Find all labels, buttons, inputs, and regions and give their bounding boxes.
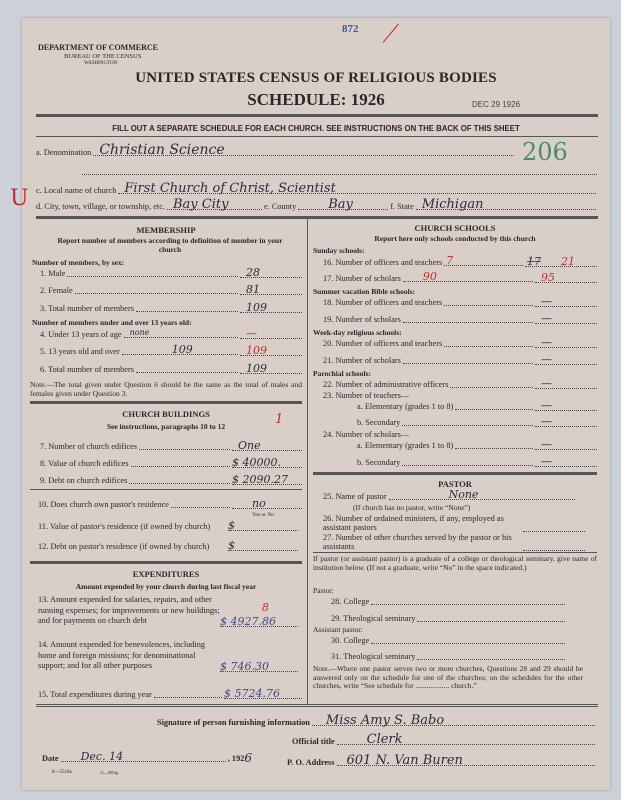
- state-value: Michigan: [421, 197, 484, 212]
- q24-label: 24. Number of scholars—: [323, 430, 410, 439]
- divider: [36, 136, 598, 137]
- q24a-value: —: [541, 438, 552, 451]
- benevolences-amount: $ 746.30: [220, 659, 269, 673]
- red-check-mark: [383, 24, 399, 43]
- total-expenditures-label: 15. Total expenditures during year: [38, 690, 152, 699]
- q25-hint: (If church has no pastor, write “None”): [353, 503, 471, 512]
- q30-label: 30. College: [331, 636, 370, 645]
- benevolences-label: 14. Amount expended for benevolences, including home and foreign missions; for denominational support; and for all other purposes: [38, 640, 206, 670]
- owns-residence-label: 10. Does church own pastor's residence: [38, 500, 169, 509]
- running-expenses-correction: 8: [262, 601, 269, 614]
- q17-value: 95: [541, 271, 555, 284]
- parochial-schools-label: Parochial schools:: [313, 369, 371, 378]
- over-13-value: 109: [246, 344, 267, 357]
- membership-note: Note.—The total given under Question 6 should be the same as the total of males and females given under Question 3.: [30, 380, 302, 398]
- female-label: 2. Female: [40, 286, 73, 295]
- q24b-value: —: [541, 455, 552, 468]
- q16-value: 21: [561, 255, 575, 268]
- buildings-title: CHURCH BUILDINGS: [122, 409, 210, 419]
- divider: [36, 704, 598, 707]
- margin-mark: U: [10, 186, 29, 211]
- q17-label: 17. Number of scholars: [323, 274, 401, 283]
- q16-inline: 7: [446, 254, 454, 267]
- residence-value-label: 11. Value of pastor's residence (if owned by church): [38, 522, 211, 531]
- q20-label: 20. Number of officers and teachers: [323, 339, 443, 348]
- schools-title: CHURCH SCHOOLS: [414, 223, 496, 233]
- q29-label: 29. Theological seminary: [331, 614, 416, 623]
- owns-residence-value: no: [252, 497, 266, 510]
- bureau-name: BUREAU OF THE CENSUS: [64, 53, 142, 60]
- department-name: DEPARTMENT OF COMMERCE: [38, 43, 159, 52]
- q23b-label: b. Secondary: [357, 418, 401, 427]
- q25-label: 25. Name of pastor: [323, 492, 387, 501]
- members-by-sex-label: Number of members, by sex:: [32, 258, 125, 267]
- denomination-label: a. Denomination: [36, 148, 92, 157]
- edifices-label: 7. Number of church edifices: [40, 442, 137, 451]
- blank-line: [82, 174, 597, 175]
- edifices-value-label: 8. Value of church edifices: [40, 459, 129, 468]
- county-value: Bay: [328, 197, 353, 212]
- date-value: Dec. 14: [80, 750, 124, 763]
- yes-or-no-hint: Yes or No: [252, 512, 275, 518]
- q19-value: —: [541, 312, 552, 325]
- q31-label: 31. Theological seminary: [331, 652, 416, 661]
- over-13-inline: 109: [171, 343, 193, 356]
- under-13-inline: none: [129, 328, 150, 337]
- under-13-value: —: [246, 327, 257, 340]
- year-digit: 6: [244, 751, 252, 765]
- q23a-value: —: [541, 399, 552, 412]
- summer-schools-label: Summer vacation Bible schools:: [313, 287, 416, 296]
- edifices-correction: 1: [275, 412, 284, 427]
- membership-subtitle: Report number of members according to definition of member in your church: [57, 236, 283, 254]
- edifices-value: One: [238, 439, 261, 452]
- signature-label: Signature of person furnishing information: [157, 718, 310, 727]
- running-expenses-label: 13. Amount expended for salaries, repairs, and other running expenses; for improvements or new buildings; and for payments on church debt: [38, 595, 220, 625]
- residence-value-amount: $: [228, 519, 235, 532]
- year-prefix: , 192: [227, 754, 245, 763]
- county-label: e. County: [263, 202, 297, 211]
- q28-label: 28. College: [331, 597, 370, 606]
- schedule-number: 872: [342, 23, 359, 35]
- total-expenditures-amount: $ 5724.76: [224, 687, 280, 700]
- residence-debt-label: 12. Debt on pastor's residence (if owned by church): [38, 542, 210, 551]
- form-number: 8—5518a: [52, 770, 72, 775]
- denomination-code: 206: [522, 138, 568, 166]
- q27-label: 27. Number of other churches served by the pastor or his assistants: [323, 533, 512, 551]
- q21-value: —: [541, 353, 552, 366]
- male-value: 28: [246, 266, 260, 279]
- edifices-debt-label: 9. Debt on church edifices: [40, 476, 128, 485]
- denomination-value: Christian Science: [99, 142, 225, 158]
- weekday-schools-label: Week-day religious schools:: [313, 328, 402, 337]
- male-label: 1. Male: [40, 269, 66, 278]
- membership-title: MEMBERSHIP: [136, 225, 196, 235]
- q19-label: 19. Number of scholars: [323, 315, 401, 324]
- divider: [313, 552, 597, 553]
- total-members-value: 109: [246, 301, 267, 314]
- official-title-value: Clerk: [366, 732, 403, 747]
- q16-struck-value: 17: [527, 255, 541, 268]
- total-members-6-label: 6. Total number of members: [40, 365, 134, 374]
- members-by-age-label: Number of members under and over 13 years old:: [32, 318, 192, 327]
- total-members-6-value: 109: [246, 362, 267, 375]
- q24a-label: a. Elementary (grades 1 to 8): [357, 441, 454, 450]
- pastor-title: PASTOR: [438, 479, 472, 489]
- form-title: UNITED STATES CENSUS OF RELIGIOUS BODIES: [135, 70, 497, 86]
- local-name-value: First Church of Christ, Scientist: [124, 181, 336, 196]
- divider: [30, 401, 302, 404]
- signature-value: Miss Amy S. Babo: [325, 713, 445, 728]
- pastor-name-value: None: [448, 488, 479, 501]
- bureau-city: WASHINGTON: [84, 61, 118, 66]
- divider: [36, 216, 598, 219]
- q18-label: 18. Number of officers and teachers: [323, 298, 443, 307]
- expenditures-title: EXPENDITURES: [132, 569, 200, 579]
- divider: [30, 561, 302, 564]
- date-label: Date: [42, 754, 59, 763]
- residence-debt-amount: $: [228, 539, 235, 552]
- official-title-label: Official title: [292, 737, 335, 746]
- schedule-title: SCHEDULE: 1926: [247, 90, 385, 109]
- q17-inline: 90: [422, 270, 437, 283]
- divider: [36, 114, 598, 117]
- city-label: d. City, town, village, or township, etc.: [36, 202, 165, 211]
- q22-label: 22. Number of administrative officers: [323, 380, 449, 389]
- fill-instruction: FILL OUT A SEPARATE SCHEDULE FOR EACH CHURCH. SEE INSTRUCTIONS ON THE BACK OF THIS SHEET: [112, 124, 520, 133]
- q18-value: —: [541, 295, 552, 308]
- census-schedule-page: [10, 18, 610, 790]
- q22-value: —: [541, 377, 552, 390]
- assistant-pastor-label: Assistant pastor:: [313, 625, 363, 634]
- divider: [313, 472, 597, 475]
- column-divider: [307, 216, 308, 704]
- sunday-schools-label: Sunday schools:: [313, 246, 365, 255]
- po-address-label: P. O. Address: [287, 758, 335, 767]
- q21-label: 21. Number of scholars: [323, 356, 401, 365]
- pastor-label: Pastor:: [313, 586, 334, 595]
- q23b-value: —: [541, 415, 552, 428]
- local-name-label: c. Local name of church: [36, 186, 117, 195]
- q26-label: 26. Number of ordained ministers, if any, employed as assistant pastors: [323, 514, 504, 532]
- divider: [30, 489, 302, 490]
- over-13-label: 5. 13 years old and over: [40, 347, 120, 356]
- q20-value: —: [541, 336, 552, 349]
- print-number: 11—0054g: [100, 770, 118, 775]
- graduate-instructions: If pastor (or assistant pastor) is a graduate of a college or theological seminary, give name of institution below. (If not a graduate, write “No” in the space indicated.): [313, 554, 597, 572]
- q16-label: 16. Number of officers and teachers: [323, 258, 443, 267]
- female-value: 81: [246, 283, 260, 296]
- under-13-label: 4. Under 13 years of age: [40, 330, 122, 339]
- edifices-value-amount: $ 40000.: [232, 456, 281, 469]
- pastor-note: Note.—Where one pastor serves two or more churches, Questions 28 and 29 should be answered only on the schedule for one of the churches; on the schedules for the other churches, write “See schedule for .................. church.”: [313, 664, 583, 690]
- q24b-label: b. Secondary: [357, 458, 401, 467]
- total-members-label: 3. Total number of members: [40, 304, 134, 313]
- state-label: f. State: [390, 202, 414, 211]
- edifices-debt-amount: $ 2090.27: [232, 473, 288, 486]
- running-expenses-amount: $ 4927.86: [220, 614, 276, 628]
- city-value: Bay City: [172, 197, 229, 212]
- received-date-stamp: DEC 29 1926: [472, 100, 521, 109]
- q23a-label: a. Elementary (grades 1 to 8): [357, 402, 454, 411]
- schools-subtitle: Report here only schools conducted by this church: [374, 234, 536, 243]
- q23-label: 23. Number of teachers—: [323, 391, 410, 400]
- buildings-subtitle: See instructions, paragraphs 10 to 12: [106, 422, 226, 431]
- po-address-value: 601 N. Van Buren: [346, 753, 463, 768]
- expenditures-subtitle: Amount expended by your church during last fiscal year: [75, 582, 257, 591]
